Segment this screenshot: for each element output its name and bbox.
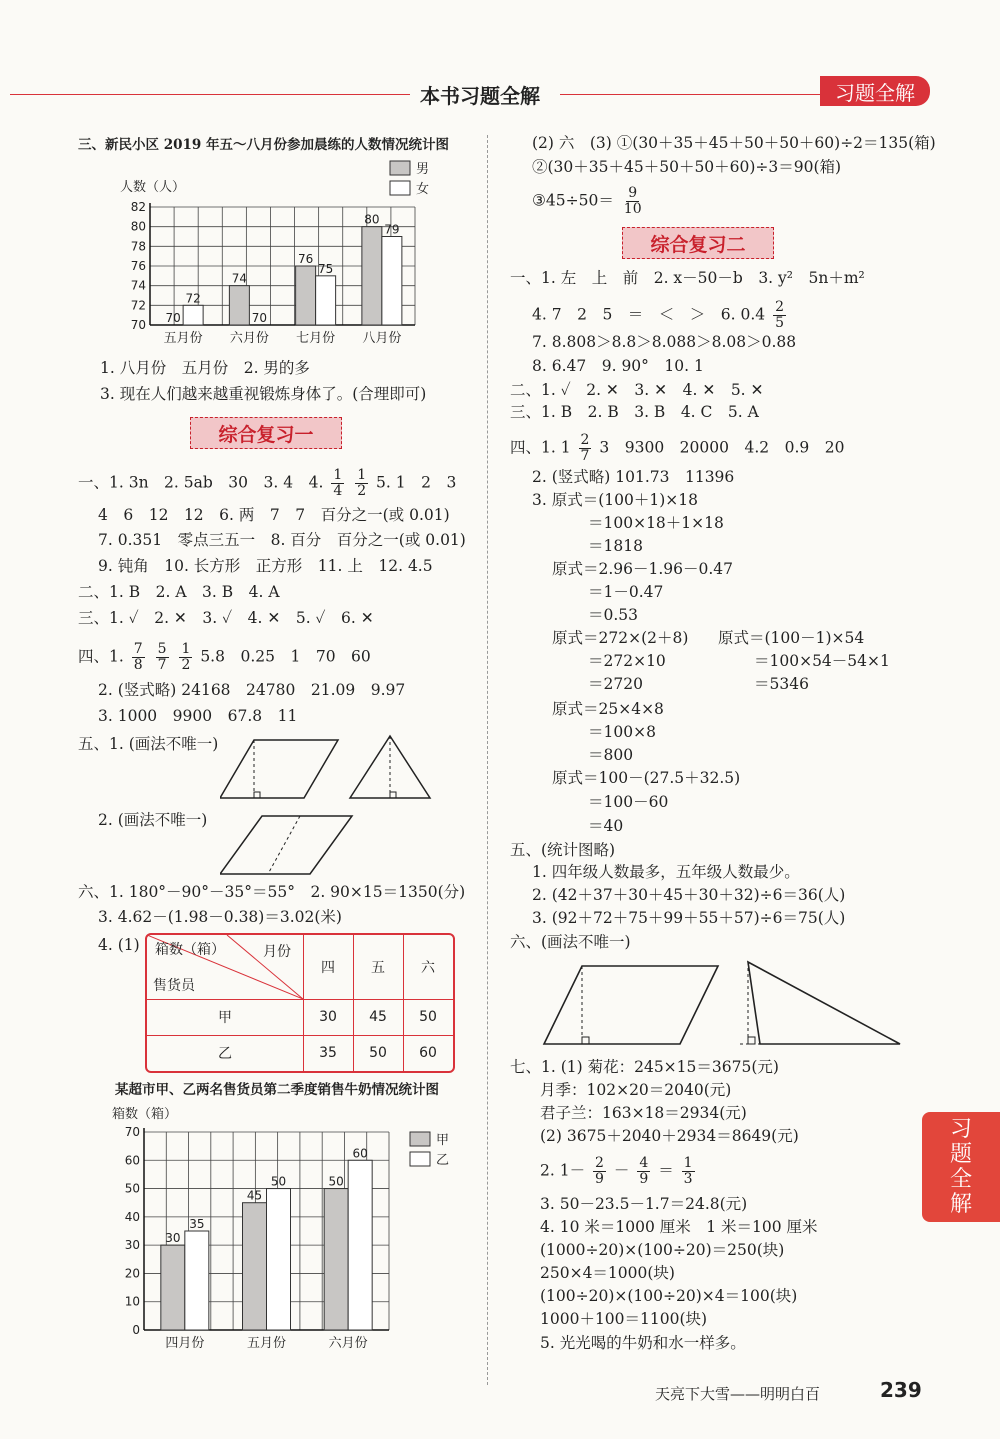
y-tick-label: 50 — [124, 1181, 140, 1196]
q4-line-a — [78, 642, 371, 673]
bar-男 — [229, 286, 249, 325]
header-rule-right — [560, 94, 820, 95]
q4a-text: 四、1. 1 — [510, 438, 571, 457]
y-tick-label: 40 — [124, 1209, 140, 1224]
triangle — [748, 962, 900, 1044]
q2-line: 二、1. B 2. A 3. B 4. A — [78, 583, 280, 601]
q1a-text: 一、1. 3n 2. 5ab 30 3. 4 4. — [78, 473, 324, 492]
data-label: 75 — [317, 261, 334, 276]
q4a-text-post: 3 9300 20000 4.2 0.9 20 — [599, 438, 845, 457]
side-tab-char: 解 — [949, 1192, 972, 1217]
q7-line-b: 月季：102×20＝2040(元) — [540, 1081, 732, 1099]
calc-line: 原式＝272×(2＋8) — [552, 629, 689, 647]
header-badge: 习题全解 — [820, 76, 930, 106]
legend-swatch — [390, 181, 410, 195]
q6-line-b: 3. 4.62－(1.98－0.38)＝3.02(米) — [98, 908, 342, 926]
calc-line: 原式＝(100－1)×54 — [718, 629, 865, 647]
table-cell: 45 — [369, 1009, 387, 1025]
numerator: 1 — [333, 467, 343, 483]
bar-甲 — [243, 1203, 267, 1330]
row-name: 甲 — [218, 1010, 232, 1026]
calc-line: ＝5346 — [754, 675, 809, 693]
fraction — [331, 468, 344, 499]
q6-line-c: 4. (1) — [98, 936, 140, 954]
fraction — [682, 1156, 695, 1187]
x-tick-label: 五月份 — [163, 331, 203, 346]
r-line-3 — [532, 186, 647, 217]
y-tick-label: 76 — [130, 259, 146, 273]
side-tab — [922, 1112, 1000, 1222]
q1-line-a — [78, 468, 456, 499]
y-tick-label: 30 — [124, 1238, 140, 1253]
table-cell: 60 — [419, 1045, 437, 1061]
header-rule — [10, 94, 410, 95]
denominator: 4 — [333, 483, 343, 499]
bar-乙 — [267, 1189, 291, 1330]
data-label: 70 — [165, 311, 181, 325]
q1-line-a: 一、1. 左 上 前 2. x－50－b 3. y² 5n＋m² — [510, 269, 865, 287]
calc-line: ＝40 — [588, 817, 624, 835]
header-mid: 月份 — [263, 944, 291, 960]
fraction — [637, 1156, 650, 1187]
y-axis-label: 人数（人） — [120, 180, 186, 195]
y-tick-label: 20 — [124, 1266, 140, 1281]
q3-line: 三、1. ✓ 2. ✕ 3. ✓ 4. ✕ 5. ✓ 6. ✕ — [78, 609, 374, 627]
q7e-text: 2. 1－ — [540, 1161, 586, 1180]
q4-line-b: 2. (竖式略) 101.73 11396 — [532, 468, 735, 486]
fraction — [622, 186, 644, 217]
data-label: 76 — [297, 252, 314, 266]
y-axis-label: 箱数（箱） — [112, 1107, 178, 1122]
calc-line: ＝0.53 — [588, 606, 639, 624]
q6-line: 六、(画法不唯一) — [510, 933, 631, 951]
bar-女 — [316, 276, 336, 325]
calc-line: ＝100×18＋1×18 — [588, 514, 724, 532]
q1b-text: 4. 7 2 5 ＝ ＜ ＞ 6. 0.4 — [532, 305, 766, 324]
denominator: 2 — [181, 657, 191, 673]
data-label: 60 — [352, 1146, 368, 1161]
q4-line-c: 3. 1000 9900 67.8 11 — [98, 707, 298, 725]
q1-line-d: 8. 6.47 9. 90° 10. 1 — [532, 357, 704, 375]
y-tick-label: 10 — [124, 1294, 140, 1309]
footer-text: 天亮下大雪——明明白百 — [655, 1385, 821, 1403]
x-tick-label: 八月份 — [362, 331, 402, 346]
parallelogram — [544, 966, 718, 1044]
fraction — [179, 642, 192, 673]
q7-line-a: 七、1. (1) 菊花：245×15＝3675(元) — [510, 1058, 779, 1076]
q5-drawings — [220, 732, 460, 882]
legend-label: 女 — [416, 182, 430, 197]
right-angle-mark — [748, 1037, 755, 1044]
denominator: 5 — [775, 315, 785, 331]
q6-drawings — [540, 958, 910, 1050]
q7-line-i: 250×4＝1000(块) — [540, 1264, 675, 1282]
q7-line-j: (100÷20)×(100÷20)×4＝100(块) — [540, 1287, 798, 1305]
denominator: 7 — [580, 448, 590, 464]
denominator: 9 — [595, 1171, 604, 1187]
table-cell: 50 — [419, 1009, 437, 1025]
y-tick-label: 60 — [124, 1153, 140, 1168]
month-header: 四 — [321, 960, 335, 976]
q7-line-g: 4. 10 米＝1000 厘米 1 米＝100 厘米 — [540, 1218, 818, 1236]
r3-text: ③45÷50＝ — [532, 191, 614, 210]
denominator: 9 — [639, 1171, 649, 1187]
dividing-line — [268, 816, 300, 874]
review-1-banner: 综合复习一 — [190, 417, 342, 449]
denominator: 3 — [683, 1171, 693, 1187]
calc-line: ＝100×54－54×1 — [754, 652, 890, 670]
y-tick-label: 0 — [132, 1323, 140, 1337]
calc-line: ＝800 — [588, 746, 634, 764]
calc-line: ＝100×8 — [588, 723, 656, 741]
q1-line-d: 9. 钝角 10. 长方形 正方形 11. 上 12. 4.5 — [98, 557, 433, 575]
calc-line: 3. 原式＝(100＋1)×18 — [532, 491, 698, 509]
data-label: 70 — [251, 311, 268, 325]
data-label: 50 — [328, 1174, 344, 1189]
y-tick-label: 74 — [130, 278, 146, 293]
right-angle-mark — [582, 1037, 589, 1044]
legend-swatch — [390, 161, 410, 175]
numerator: 2 — [775, 299, 785, 315]
data-label: 35 — [189, 1217, 205, 1231]
side-tab-char: 习 — [949, 1117, 972, 1142]
q4-line-b: 2. (竖式略) 24168 24780 21.09 9.97 — [98, 681, 406, 699]
q5-line-a: 1. 四年级人数最多，五年级人数最少。 — [532, 863, 800, 881]
review-2-banner: 综合复习二 — [622, 227, 774, 259]
chart-1 — [100, 155, 490, 355]
bar-男 — [296, 266, 316, 325]
legend-label: 男 — [416, 162, 430, 177]
sales-table — [145, 933, 455, 1073]
bar-女 — [382, 237, 402, 326]
q1a-text-post: 5. 1 2 3 — [376, 473, 457, 492]
section-3-title: 三、新民小区 2019 年五～八月份参加晨练的人数情况统计图 — [78, 137, 449, 153]
minus: － — [613, 1161, 630, 1180]
r-line-2: ②(30＋35＋45＋50＋50＋60)÷3＝90(箱) — [532, 158, 842, 176]
header-bot: 售货员 — [153, 978, 195, 994]
month-header: 五 — [371, 960, 385, 976]
q5-line: 五、(统计图略) — [510, 841, 616, 859]
month-header: 六 — [421, 960, 435, 976]
y-tick-label: 72 — [130, 298, 146, 313]
calc-line: ＝1－0.47 — [588, 583, 664, 601]
calc-line: ＝272×10 — [588, 652, 666, 670]
data-label: 50 — [270, 1174, 287, 1189]
table-cell: 35 — [319, 1045, 337, 1061]
calc-line: 原式＝2.96－1.96－0.47 — [552, 560, 734, 578]
bar-乙 — [185, 1231, 209, 1330]
denominator: 10 — [623, 201, 642, 217]
calc-line: 原式＝25×4×8 — [552, 700, 664, 718]
data-label: 79 — [384, 222, 400, 237]
q3-line: 三、1. B 2. B 3. B 4. C 5. A — [510, 403, 759, 421]
x-tick-label: 六月份 — [328, 1336, 368, 1351]
y-tick-label: 80 — [130, 219, 146, 234]
side-tab-char: 题 — [949, 1142, 972, 1167]
row-name: 乙 — [218, 1046, 232, 1062]
right-angle-mark — [254, 792, 260, 798]
data-label: 45 — [246, 1188, 263, 1203]
calc-line: 原式＝100－(27.5＋32.5) — [552, 769, 741, 787]
numerator: 1 — [683, 1155, 693, 1171]
data-label: 80 — [364, 212, 380, 227]
x-tick-label: 六月份 — [229, 331, 269, 346]
data-label: 74 — [231, 271, 248, 286]
q7-line-f: 3. 50－23.5－1.7＝24.8(元) — [540, 1195, 748, 1213]
legend-label: 乙 — [436, 1153, 450, 1168]
data-label: 72 — [185, 291, 201, 306]
page-number: 239 — [880, 1378, 922, 1402]
q1-line-b: 4 6 12 12 6. 两 7 7 百分之一(或 0.01) — [98, 506, 450, 524]
numerator: 7 — [133, 641, 143, 657]
legend-swatch — [410, 1132, 430, 1146]
equals: ＝ — [658, 1161, 674, 1180]
r-line-1: (2) 六 (3) ①(30＋35＋45＋50＋50＋60)÷2＝135(箱) — [532, 134, 936, 152]
q5-line-b: 2. (画法不唯一) — [98, 811, 208, 829]
chart-2 — [110, 1100, 480, 1365]
numerator: 1 — [181, 641, 191, 657]
bar-女 — [183, 305, 203, 325]
table-cell: 50 — [369, 1045, 387, 1061]
q2-line: 二、1. ✓ 2. ✕ 3. ✕ 4. ✕ 5. ✕ — [510, 381, 764, 399]
fraction — [355, 468, 368, 499]
y-tick-label: 70 — [130, 318, 146, 332]
calc-line: ＝2720 — [588, 675, 643, 693]
numerator: 5 — [157, 641, 167, 657]
denominator: 2 — [357, 483, 367, 499]
side-tab-char: 全 — [949, 1167, 972, 1192]
bar-甲 — [161, 1245, 185, 1330]
legend-swatch — [410, 1152, 430, 1166]
denominator: 7 — [157, 657, 167, 673]
x-tick-label: 五月份 — [246, 1336, 287, 1351]
legend-label: 甲 — [436, 1133, 450, 1148]
parallelogram — [220, 740, 338, 798]
right-angle-mark — [390, 792, 396, 798]
q7-line-k: 1000＋100＝1100(块) — [540, 1310, 708, 1328]
y-tick-label: 78 — [130, 239, 146, 254]
header-top: 箱数（箱） — [155, 942, 225, 958]
y-tick-label: 70 — [124, 1125, 140, 1139]
numerator: 2 — [595, 1155, 604, 1171]
data-label: 30 — [165, 1231, 181, 1246]
x-tick-label: 七月份 — [296, 331, 336, 346]
q5-line-c: 3. (92＋72＋75＋99＋55＋57)÷6＝75(人) — [532, 909, 846, 927]
q7-line-l: 5. 光光喝的牛奶和水一样多。 — [540, 1334, 746, 1352]
q1-line-c: 7. 0.351 零点三五一 8. 百分 百分之一(或 0.01) — [98, 531, 466, 549]
q6-line-a: 六、1. 180°－90°－35°＝55° 2. 90×15＝1350(分) — [78, 883, 466, 901]
q4a-text: 四、1. — [78, 647, 124, 666]
q7-line-e — [540, 1156, 698, 1187]
fraction — [132, 642, 145, 673]
table-cell: 30 — [319, 1009, 337, 1025]
bar-甲 — [324, 1189, 348, 1330]
numerator: 1 — [357, 467, 367, 483]
q7-line-h: (1000÷20)×(100÷20)＝250(块) — [540, 1241, 785, 1259]
numerator: 4 — [639, 1155, 649, 1171]
fraction — [156, 642, 169, 673]
denominator: 8 — [133, 657, 143, 673]
fraction — [593, 1156, 606, 1187]
numerator: 9 — [628, 185, 638, 201]
q4-line-a — [510, 433, 845, 464]
calc-line: ＝1818 — [588, 537, 643, 555]
q1-line-c: 7. 8.808＞8.8＞8.088＞8.08＞0.88 — [532, 333, 797, 351]
parallelogram-2 — [220, 816, 352, 874]
fraction — [579, 433, 592, 464]
fraction — [773, 300, 786, 331]
bar-乙 — [348, 1160, 372, 1330]
q5-line-b: 2. (42＋37＋30＋45＋30＋32)÷6＝36(人) — [532, 886, 846, 904]
header-title: 本书习题全解 — [420, 84, 540, 108]
q7-line-d: (2) 3675＋2040＋2934＝8649(元) — [540, 1127, 799, 1145]
q7-line-c: 君子兰：163×18＝2934(元) — [540, 1104, 747, 1122]
s3-answer-3: 3. 现在人们越来越重视锻炼身体了。(合理即可) — [100, 385, 427, 403]
x-tick-label: 四月份 — [165, 1336, 205, 1351]
q1-line-b — [532, 300, 789, 331]
chart-2-title: 某超市甲、乙两名售货员第二季度销售牛奶情况统计图 — [115, 1082, 439, 1098]
calc-line: ＝100－60 — [588, 793, 669, 811]
numerator: 2 — [580, 432, 590, 448]
q4a-text-post: 5.8 0.25 1 70 60 — [200, 647, 371, 666]
y-tick-label: 82 — [130, 200, 146, 214]
bar-男 — [362, 227, 382, 325]
s3-answer-1: 1. 八月份 五月份 2. 男的多 — [100, 359, 310, 377]
q5-line-a: 五、1. (画法不唯一) — [78, 735, 219, 753]
